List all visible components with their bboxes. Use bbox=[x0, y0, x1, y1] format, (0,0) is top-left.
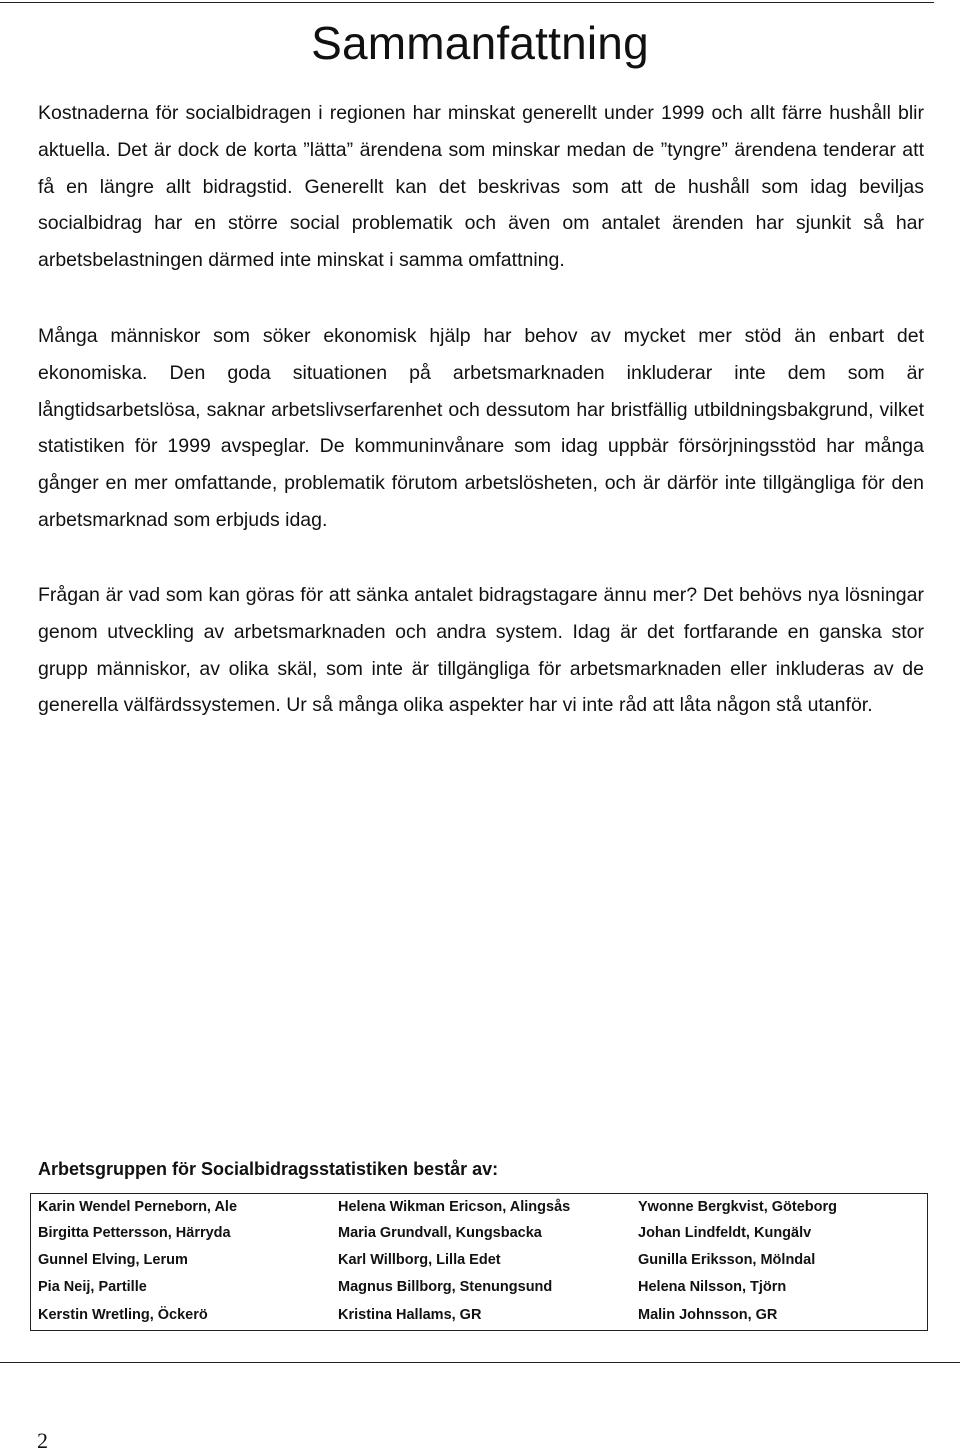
member-cell: Malin Johnsson, GR bbox=[638, 1307, 778, 1323]
member-cell: Kristina Hallams, GR bbox=[338, 1307, 482, 1323]
member-cell: Karin Wendel Perneborn, Ale bbox=[38, 1198, 238, 1215]
table-row bbox=[31, 1300, 928, 1331]
member-cell: Gunnel Elving, Lerum bbox=[38, 1251, 188, 1268]
summary-paragraph-2: Många människor som söker ekonomisk hjälp har behov av mycket mer stöd än enbart det ekonomiska. Den goda situationen på arbetsmarknaden inkluderar inte dem som är långtidsarbetslösa, saknar arbetslivserfarenhet och dessutom har bristfällig utbildningsbakgrund, vilket statistiken för 1999 avspeglar. De kommuninvånare som idag uppbär försörjningsstöd har många gånger en mer omfattande, problematik förutom arbetslösheten, och är därför inte tillgängliga för den arbetsmarknad som erbjuds idag. bbox=[38, 325, 924, 531]
table-row bbox=[31, 1219, 928, 1246]
table-row bbox=[31, 1246, 928, 1273]
member-cell: Helena Nilsson, Tjörn bbox=[638, 1278, 787, 1295]
working-group-table bbox=[30, 1193, 928, 1331]
member-cell: Karl Willborg, Lilla Edet bbox=[338, 1251, 501, 1268]
member-cell: Ywonne Bergkvist, Göteborg bbox=[638, 1198, 837, 1215]
member-cell: Gunilla Eriksson, Mölndal bbox=[638, 1251, 816, 1268]
working-group-heading: Arbetsgruppen för Socialbidragsstatistiken består av: bbox=[38, 1159, 499, 1179]
table-row bbox=[31, 1194, 928, 1220]
top-divider bbox=[0, 2, 934, 3]
member-cell: Johan Lindfeldt, Kungälv bbox=[638, 1224, 812, 1241]
table-row bbox=[31, 1273, 928, 1300]
summary-paragraph-3: Frågan är vad som kan göras för att sänka antalet bidragstagare ännu mer? Det behövs nya lösningar genom utveckling av arbetsmarknaden och andra system. Idag är det fortfarande en ganska stor grupp människor, av olika skäl, som inte är tillgängliga för arbetsmarknaden eller inkluderas av de generella välfärdssystemen. Ur så många olika aspekter har vi inte råd att låta någon stå utanför. bbox=[38, 584, 924, 717]
page-title: Sammanfattning bbox=[311, 17, 649, 69]
page-number: 2 bbox=[37, 1428, 48, 1453]
footer-divider bbox=[0, 1362, 960, 1363]
member-cell: Helena Wikman Ericson, Alingsås bbox=[338, 1198, 571, 1215]
member-cell: Magnus Billborg, Stenungsund bbox=[338, 1278, 553, 1295]
member-cell: Birgitta Pettersson, Härryda bbox=[38, 1224, 231, 1241]
summary-paragraph-1: Kostnaderna för socialbidragen i regionen har minskat generellt under 1999 och allt färre hushåll blir aktuella. Det är dock de korta ”lätta” ärendena som minskar medan de ”tyngre” ärendena tenderar att få en längre allt bidragstid. Generellt kan det beskrivas som att de hushåll som idag beviljas socialbidrag har en större social problematik och även om antalet ärenden har sjunkit så har arbetsbelastningen därmed inte minskat i samma omfattning. bbox=[38, 102, 924, 272]
member-cell: Maria Grundvall, Kungsbacka bbox=[338, 1224, 542, 1241]
member-cell: Pia Neij, Partille bbox=[38, 1278, 147, 1295]
member-cell: Kerstin Wretling, Öckerö bbox=[38, 1307, 208, 1323]
